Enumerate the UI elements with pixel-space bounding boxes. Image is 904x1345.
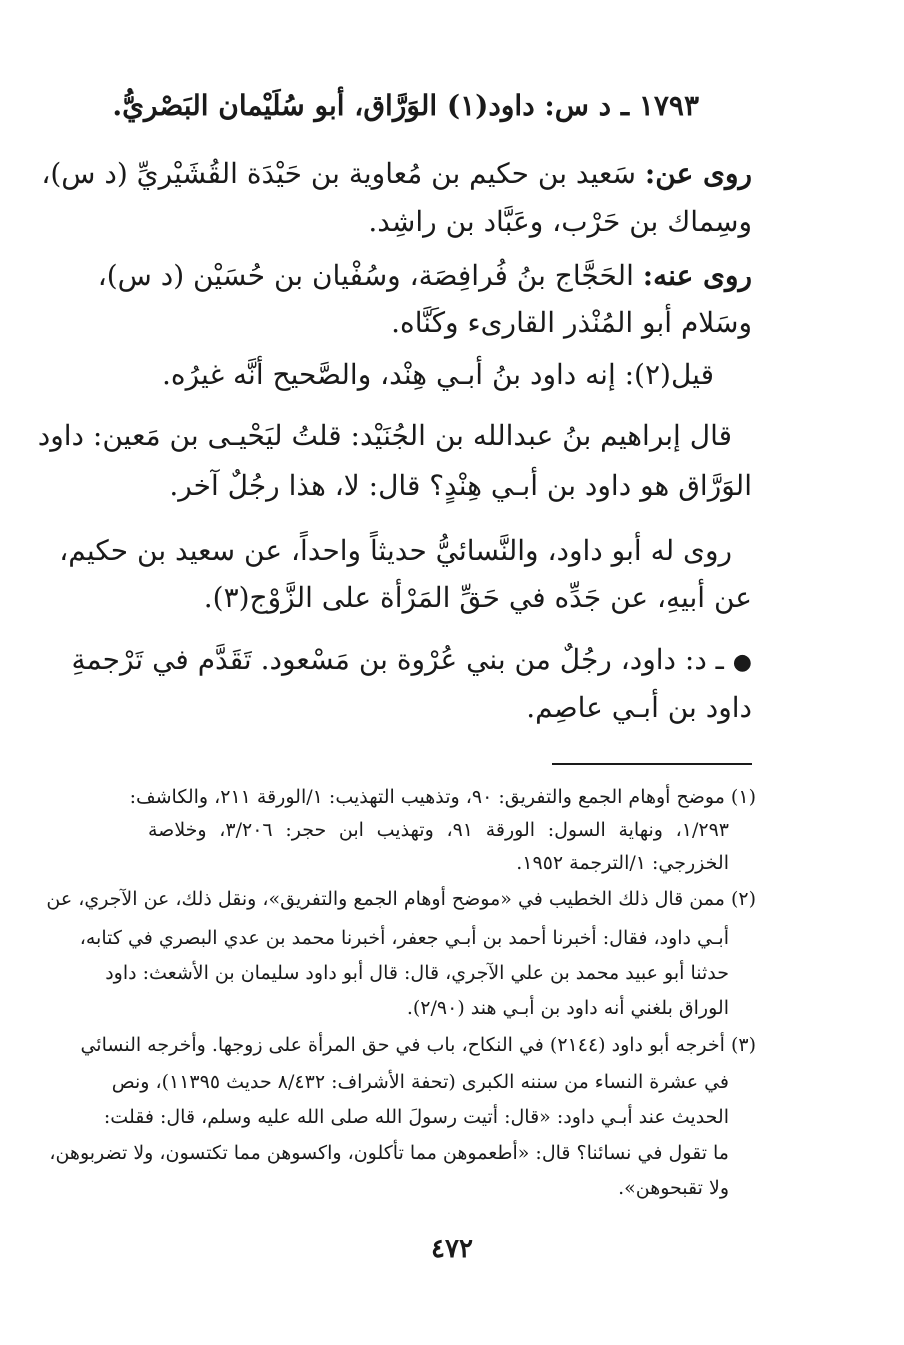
qila-paragraph: قيل(٢): إنه داود بنُ أبـي هِنْد، والصَّحيح أنَّه غيرُه.: [162, 358, 714, 391]
rawa-anhu-label: روى عنه:: [642, 259, 752, 292]
footnote-separator: [552, 763, 752, 765]
qala-line-1: قال إبراهيم بنُ عبدالله بن الجُنَيْد: قلتُ ليَحْيـى بن مَعين: داود: [37, 419, 732, 452]
rawa-an-label: روى عن:: [644, 157, 752, 190]
rawa-an-line-1: [41, 154, 752, 194]
qala-line-2: الوَرَّاق هو داود بن أبـي هِنْدٍ؟ قال: لا، هذا رجُلٌ آخر.: [169, 469, 752, 502]
footnote-3-line-2: في عشرة النساء من سننه الكبرى (تحفة الأشراف: ٨/٤٣٢ حديث ١١٣٩٥)، ونص: [111, 1071, 729, 1093]
footnote-2-line-2: أبـي داود، فقال: أخبرنا أحمد بن أبـي جعفر، أخبرنا محمد بن عدي البصري في كتابه،: [79, 927, 729, 949]
entry-heading: ١٧٩٣ ـ د س: داود(١) الوَرَّاق، أبو سُلَيْمان البَصْريُّ.: [112, 89, 699, 122]
page-number: ٤٧٢: [431, 1234, 473, 1264]
cross-ref-line-1: [71, 640, 752, 683]
bullet-icon: ●: [732, 650, 752, 675]
rawa-anhu-text-1: الحَجَّاج بنُ فُرافِصَة، وسُفْيان بن حُسَيْن (د س)،: [97, 259, 634, 292]
footnote-3-line-3: الحديث عند أبـي داود: «قال: أتيت رسولَ الله صلى الله عليه وسلم، قال: فقلت:: [103, 1106, 729, 1128]
footnote-2-line-3: حدثنا أبو عبيد محمد بن علي الآجري، قال: قال أبو داود سليمان بن الأشعث: داود: [105, 962, 729, 984]
rawa-an-text-1: سَعيد بن حكيم بن مُعاوية بن حَيْدَة القُشَيْريِّ (د س)،: [41, 157, 637, 190]
footnote-1-line-2: ١/٢٩٣، ونهاية السول: الورقة ٩١، وتهذيب ابن حجر: ٣/٢٠٦، وخلاصة: [148, 819, 729, 841]
footnote-1-line-1: (١) موضح أوهام الجمع والتفريق: ٩٠، وتذهيب التهذيب: ١/الورقة ٢١١، والكاشف:: [129, 786, 756, 808]
rawa-anhu-line-1: [97, 256, 752, 296]
rawa-lahu-line-2: عن أبيهِ، عن جَدِّه في حَقِّ المَرْأة على الزَّوْج(٣).: [203, 581, 752, 614]
footnote-3-line-5: ولا تقبحوهن».: [618, 1177, 729, 1199]
cross-ref-line-2: داود بن أبـي عاصِم.: [526, 691, 752, 724]
rawa-anhu-line-2: وسَلام أبو المُنْذر القارىء وكَنَّاه.: [391, 306, 752, 339]
rawa-lahu-line-1: روى له أبو داود، والنَّسائيُّ حديثاً واحداً، عن سعيد بن حكيم،: [59, 534, 732, 567]
footnote-1-line-3: الخزرجي: ١/الترجمة ١٩٥٢.: [516, 852, 729, 874]
footnote-3-line-4: ما تقول في نسائنا؟ قال: «أطعموهن مما تأكلون، واكسوهن مما تكتسون، ولا تضربوهن،: [49, 1142, 729, 1164]
footnote-2-line-4: الوراق بلغني أنه داود بن أبـي هند (٢/٩٠).: [406, 997, 729, 1019]
footnote-3-line-1: (٣) أخرجه أبو داود (٢١٤٤) في النكاح، باب في حق المرأة على زوجها. وأخرجه النسائي: [80, 1034, 756, 1056]
cross-ref-text-1: ـ د: داود، رجُلٌ من بني عُرْوة بن مَسْعود. تَقَدَّم في تَرْجمةِ: [71, 643, 724, 676]
rawa-an-line-2: وسِماك بن حَرْب، وعَبَّاد بن راشِد.: [368, 205, 752, 238]
footnote-2-line-1: (٢) ممن قال ذلك الخطيب في «موضح أوهام الجمع والتفريق»، ونقل ذلك، عن الآجري، عن: [46, 888, 756, 910]
